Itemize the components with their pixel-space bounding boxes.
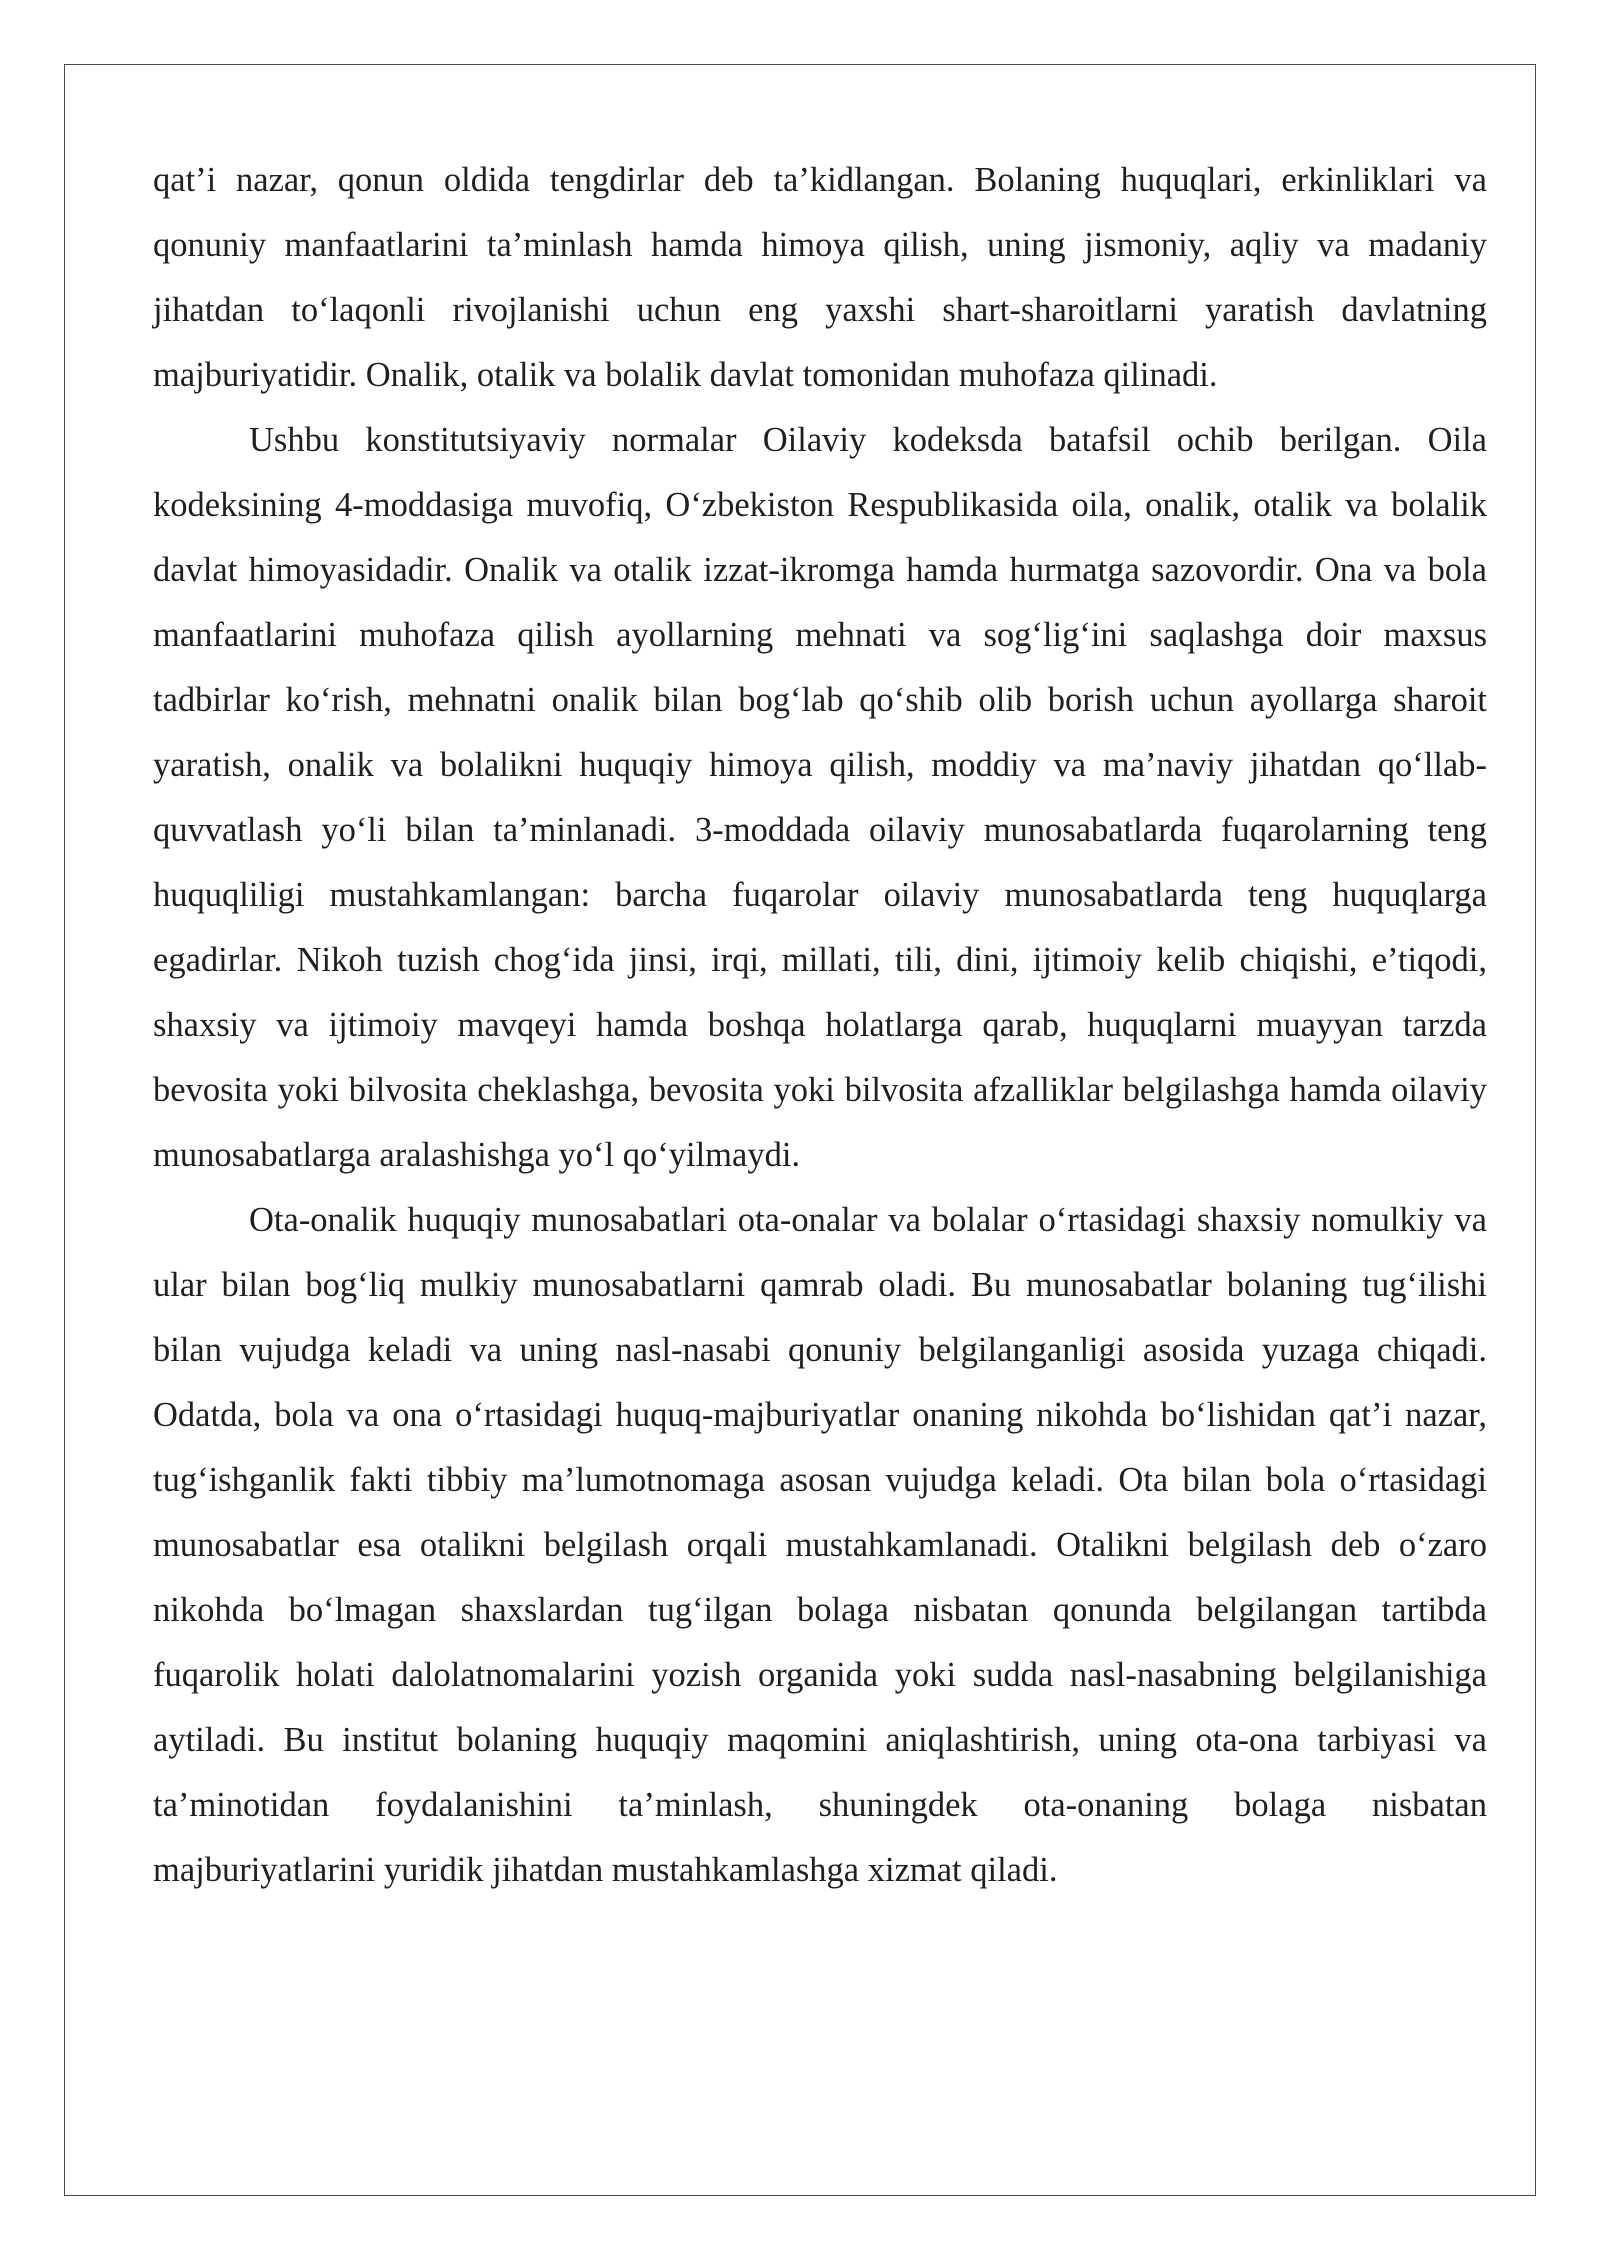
- paragraph-1: qat’i nazar, qonun oldida tengdirlar deb ta’kidlangan. Bolaning huquqlari, erkinliklari va qonuniy manfaatlarini ta’minlash hamda himoya qilish, uning jismoniy, aqliy va madaniy jihatdan to‘laqonli rivojlanishi uchun eng yaxshi shart-sharoitlarni yaratish davlatning majburiyatidir. Onalik, otalik va bolalik davlat tomonidan muhofaza qilinadi.: [153, 161, 1487, 394]
- paragraph-2: Ushbu konstitutsiyaviy normalar Oilaviy kodeksda batafsil ochib berilgan. Oila kodeksining 4-moddasiga muvofiq, O‘zbekiston Respublikasida oila, onalik, otalik va bolalik davlat himoyasidadir. Onalik va otalik izzat-ikromga hamda hurmatga sazovordir. Ona va bola manfaatlarini muhofaza qilish ayollarning mehnati va sog‘lig‘ini saqlashga doir maxsus tadbirlar ko‘rish, mehnatni onalik bilan bog‘lab qo‘shib olib borish uchun ayollarga sharoit yaratish, onalik va bolalikni huquqiy himoya qilish, moddiy va ma’naviy jihatdan qo‘llab-quvvatlash yo‘li bilan ta’minlanadi. 3-moddada oilaviy munosabatlarda fuqarolarning teng huquqliligi mustahkamlangan: barcha fuqarolar oilaviy munosabatlarda teng huquqlarga egadirlar. Nikoh tuzish chog‘ida jinsi, irqi, millati, tili, dini, ijtimoiy kelib chiqishi, e’tiqodi, shaxsiy va ijtimoiy mavqeyi hamda boshqa holatlarga qarab, huquqlarni muayyan tarzda bevosita yoki bilvosita cheklashga, bevosita yoki bilvosita afzalliklar belgilashga hamda oilaviy munosabatlarga aralashishga yo‘l qo‘yilmaydi.: [153, 421, 1487, 1174]
- document-body: [153, 148, 1487, 1903]
- paragraph-3: Ota-onalik huquqiy munosabatlari ota-onalar va bolalar o‘rtasidagi shaxsiy nomulkiy va ular bilan bog‘liq mulkiy munosabatlarni qamrab oladi. Bu munosabatlar bolaning tug‘ilishi bilan vujudga keladi va uning nasl-nasabi qonuniy belgilanganligi asosida yuzaga chiqadi. Odatda, bola va ona o‘rtasidagi huquq-majburiyatlar onaning nikohda bo‘lishidan qat’i nazar, tug‘ishganlik fakti tibbiy ma’lumotnomaga asosan vujudga keladi. Ota bilan bola o‘rtasidagi munosabatlar esa otalikni belgilash orqali mustahkamlanadi. Otalikni belgilash deb o‘zaro nikohda bo‘lmagan shaxslardan tug‘ilgan bolaga nisbatan qonunda belgilangan tartibda fuqarolik holati dalolatnomalarini yozish organida yoki sudda nasl-nasabning belgilanishiga aytiladi. Bu institut bolaning huquqiy maqomini aniqlashtirish, uning ota-ona tarbiyasi va ta’minotidan foydalanishini ta’minlash, shuningdek ota-onaning bolaga nisbatan majburiyatlarini yuridik jihatdan mustahkamlashga xizmat qiladi.: [153, 1201, 1487, 1889]
